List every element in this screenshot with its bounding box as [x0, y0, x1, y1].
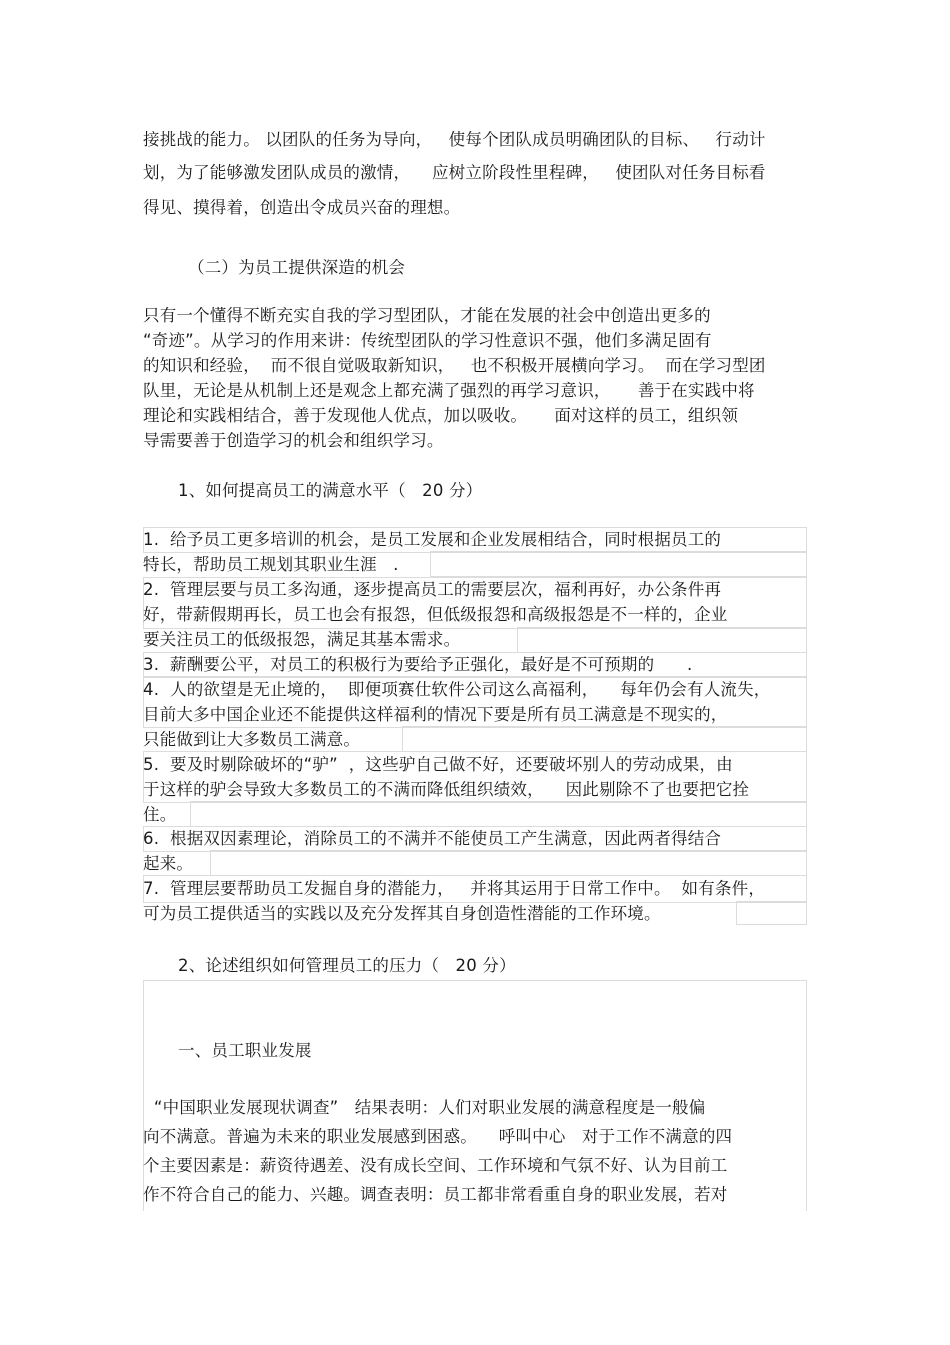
answer-line-6: 3. 薪酬要公平，对员工的积极行为要给予正强化，最好是不可预期的 . [143, 655, 693, 674]
answer-box-7b [736, 901, 807, 925]
answer-line-11: 于这样的驴会导致大多数员工的不满而降低组织绩效， 因此剔除不了也要把它拴 [143, 780, 750, 799]
answer-line-3: 2. 管理层要与员工多沟通，逐步提高员工的需要层次，福利再好，办公条件再 [143, 580, 722, 599]
answer-line-4: 好，带薪假期再长，员工也会有报怨，但低级报怨和高级报怨是不一样的，企业 [143, 605, 728, 624]
paragraph3-line-2: 向不满意。普遍为未来的职业发展感到困惑。 呼叫中心 对于工作不满意的四 [143, 1127, 733, 1146]
answer-line-16: 可为员工提供适当的实践以及充分发挥其自身创造性潜能的工作环境。 [143, 904, 661, 923]
answer-line-15: 7. 管理层要帮助员工发掘自身的潜能力， 并将其运用于日常工作中。 如有条件， [143, 879, 766, 898]
answer-box-2b [517, 627, 807, 653]
section-heading-3: 一、员工职业发展 [178, 1041, 312, 1060]
paragraph2-line-4: 队里，无论是从机制上还是观念上都充满了强烈的再学习意识， 善于在实践中将 [143, 381, 755, 400]
answer-line-10: 5. 要及时剔除破坏的“驴” ，这些驴自己做不好，还要破坏别人的劳动成果，由 [143, 755, 733, 774]
answer-box-5b [190, 801, 807, 827]
answer-box-1b [430, 551, 807, 577]
paragraph2-line-6: 导需要善于创造学习的机会和组织学习。 [143, 431, 444, 450]
answer-box-6b [210, 850, 807, 876]
paragraph3-line-4: 作不符合自己的能力、兴趣。调查表明：员工都非常看重自身的职业发展，若对 [143, 1185, 728, 1204]
answer-line-12: 住。 [143, 805, 177, 824]
answer-line-2: 特长，帮助员工规划其职业生涯 . [143, 555, 399, 574]
paragraph1-line-2: 划，为了能够激发团队成员的激情， 应树立阶段性里程碑， 使团队对任务目标看 [143, 163, 766, 182]
answer-line-5: 要关注员工的低级报怨，满足其基本需求。 [143, 630, 461, 649]
paragraph3-line-1: “中国职业发展现状调查” 结果表明：人们对职业发展的满意程度是一般偏 [143, 1098, 706, 1117]
paragraph1-line-1: 接挑战的能力。 以团队的任务为导向， 使每个团队成员明确团队的目标、 行动计 [143, 130, 766, 149]
paragraph2-line-2: “奇迹”。从学习的作用来讲：传统型团队的学习性意识不强，他们多满足固有 [143, 331, 712, 350]
answer-line-8: 目前大多中国企业还不能提供这样福利的情况下要是所有员工满意是不现实的， [143, 705, 728, 724]
answer-box-4b [402, 726, 807, 752]
section-heading-2: （二）为员工提供深造的机会 [188, 258, 406, 277]
paragraph2-line-5: 理论和实践相结合，善于发现他人优点，加以吸收。 面对这样的员工，组织领 [143, 406, 739, 425]
answer-line-14: 起来。 [143, 854, 194, 873]
paragraph1-line-3: 得见、摸得着，创造出令成员兴奋的理想。 [143, 198, 461, 217]
paragraph2-line-1: 只有一个懂得不断充实自我的学习型团队，才能在发展的社会中创造出更多的 [143, 306, 711, 325]
answer-line-13: 6. 根据双因素理论，消除员工的不满并不能使员工产生满意，因此两者得结合 [143, 829, 722, 848]
answer-line-1: 1. 给予员工更多培训的机会，是员工发展和企业发展相结合，同时根据员工的 [143, 530, 722, 549]
paragraph2-line-3: 的知识和经验， 而不很自觉吸取新知识， 也不积极开展横向学习。 而在学习型团 [143, 356, 766, 375]
question-1: 1、如何提高员工的满意水平（ 20 分） [178, 481, 483, 500]
question-2: 2、论述组织如何管理员工的压力（ 20 分） [178, 956, 516, 975]
answer-line-7: 4. 人的欲望是无止境的， 即便项赛仕软件公司这么高福利， 每年仍会有人流失， [143, 680, 771, 699]
paragraph3-line-3: 个主要因素是：薪资待遇差、没有成长空间、工作环境和气氛不好、认为目前工 [143, 1156, 728, 1175]
answer-line-9: 只能做到让大多数员工满意。 [143, 730, 361, 749]
